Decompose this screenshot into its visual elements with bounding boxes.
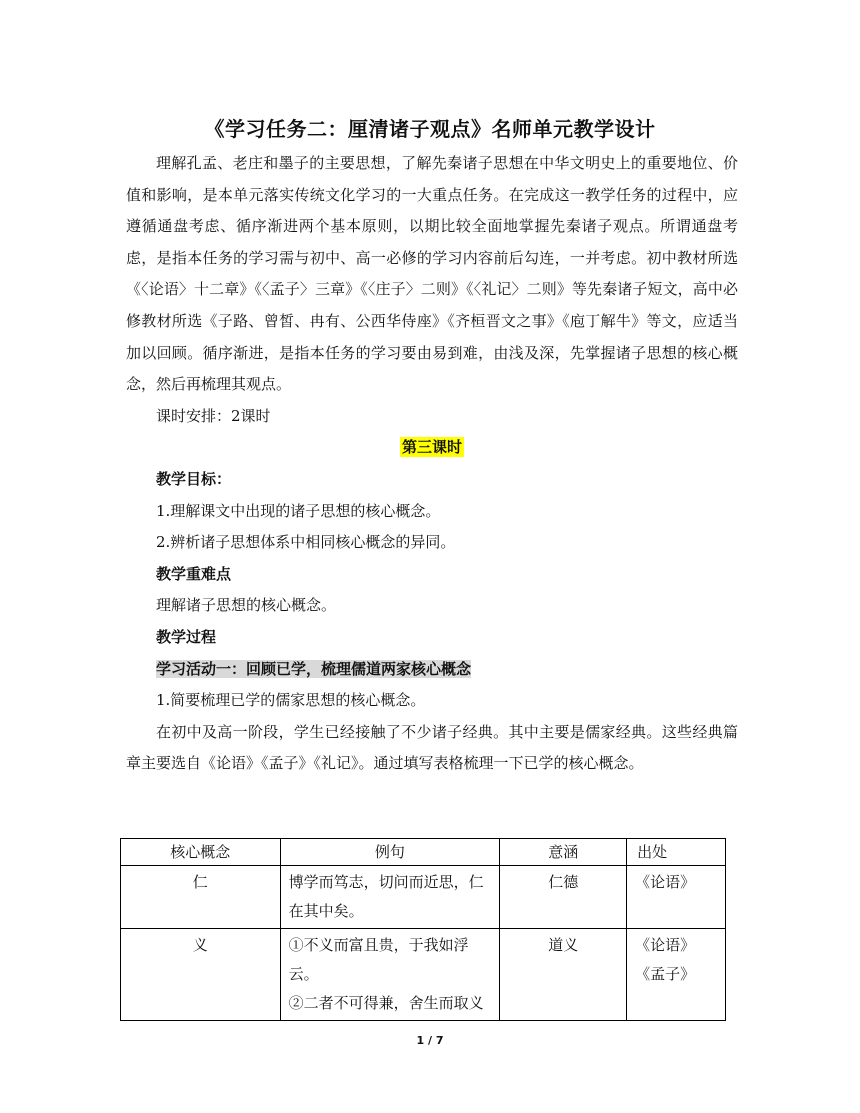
column-header-concept: 核心概念 bbox=[121, 839, 281, 866]
schedule-line: 课时安排：2课时 bbox=[156, 406, 271, 425]
lesson-heading: 第三课时 bbox=[401, 438, 462, 457]
table-row bbox=[121, 866, 726, 929]
key-points-heading: 教学重难点 bbox=[156, 564, 232, 583]
lesson-heading-row bbox=[126, 432, 738, 464]
example-sentence: ②二者不可得兼，舍生而取义 bbox=[288, 994, 484, 1012]
step1-paragraph: 在初中及高一阶段，学生已经接触了不少诸子经典。其中主要是儒家经典。这些经典篇章主要选自《论语》《孟子》《礼记》。通过填写表格梳理一下已学的核心概念。 bbox=[126, 722, 738, 773]
document-title: 《学习任务二：厘清诸子观点》名师单元教学设计 bbox=[204, 117, 656, 141]
intro-paragraph: 理解孔孟、老庄和墨子的主要思想，了解先秦诸子思想在中华文明史上的重要地位、价值和影响，是本单元落实传统文化学习的一大重点任务。在完成这一教学任务的过程中，应遵循通盘考虑、循序渐进两个基本原则，以期比较全面地掌握先秦诸子观点。所谓通盘考虑，是指本任务的学习需与初中、高一必修的学习内容前后勾连，一并考虑。初中教材所选《〈论语〉十二章》《〈孟子〉三章》《〈庄子〉二则》《〈礼记〉二则》等先秦诸子短文，高中必修教材所选《子路、曾皙、冉有、公西华侍座》《齐桓晋文之事》《庖丁解牛》等文，应适当加以回顾。循序渐进，是指本任务的学习要由易到难，由浅及深，先掌握诸子思想的核心概念，然后再梳理其观点。 bbox=[126, 154, 738, 394]
source-title: 《论语》 bbox=[635, 873, 696, 891]
cell-example bbox=[280, 929, 500, 1021]
objective-item: 2.辨析诸子思想体系中相同核心概念的异同。 bbox=[156, 533, 456, 552]
objective-item: 1.理解课文中出现的诸子思想的核心概念。 bbox=[156, 501, 441, 520]
page-number: 1 / 7 bbox=[416, 1034, 444, 1047]
activity1-heading-row bbox=[126, 654, 738, 686]
activity1-heading: 学习活动一：回顾已学，梳理儒道两家核心概念 bbox=[156, 659, 472, 678]
column-header-meaning: 意涵 bbox=[500, 839, 627, 866]
source-title: 《论语》 bbox=[635, 936, 696, 954]
concept-table bbox=[120, 838, 726, 1021]
table-row bbox=[121, 929, 726, 1021]
column-header-example: 例句 bbox=[280, 839, 500, 866]
process-heading: 教学过程 bbox=[156, 627, 217, 646]
example-sentence: ①不义而富且贵，于我如浮云。 bbox=[288, 936, 469, 983]
objectives-heading: 教学目标： bbox=[156, 469, 232, 488]
cell-concept: 义 bbox=[121, 929, 281, 1021]
table-header-row bbox=[121, 839, 726, 866]
step1-heading: 1.简要梳理已学的儒家思想的核心概念。 bbox=[156, 691, 426, 710]
source-title: 《孟子》 bbox=[635, 965, 696, 983]
cell-meaning: 仁德 bbox=[500, 866, 627, 929]
cell-example bbox=[280, 866, 500, 929]
cell-source bbox=[627, 866, 726, 929]
column-header-source: 出处 bbox=[627, 839, 726, 866]
cell-meaning: 道义 bbox=[500, 929, 627, 1021]
document-body bbox=[126, 148, 738, 780]
cell-concept: 仁 bbox=[121, 866, 281, 929]
example-sentence: 博学而笃志，切问而近思，仁在其中矣。 bbox=[288, 873, 484, 920]
cell-source bbox=[627, 929, 726, 1021]
key-points-text: 理解诸子思想的核心概念。 bbox=[156, 596, 337, 615]
